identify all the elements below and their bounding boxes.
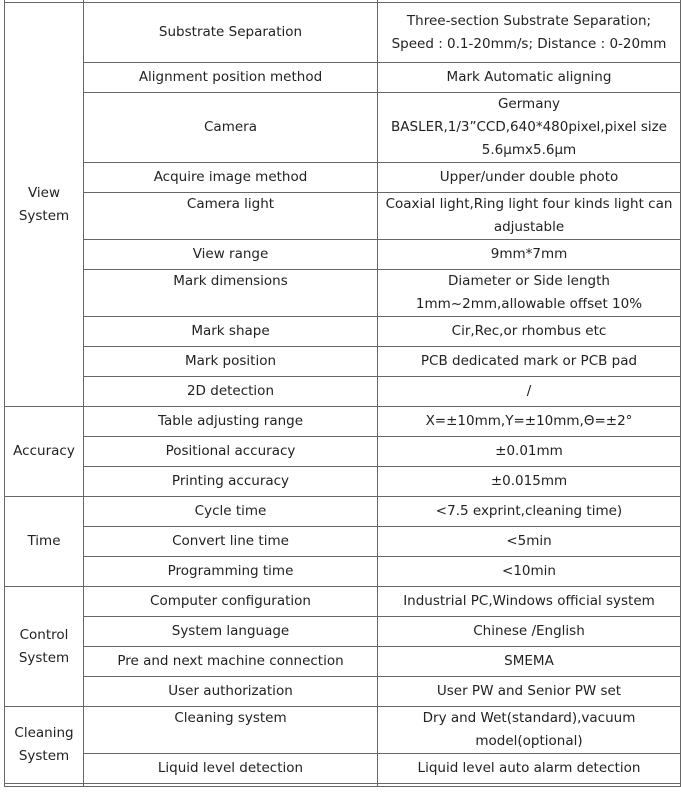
- spec-item-cell: [84, 193, 378, 240]
- table-row: [5, 317, 681, 347]
- category-label: System: [18, 748, 70, 764]
- spec-value-cell: [378, 270, 681, 317]
- spec-value-cell: [378, 677, 681, 707]
- spec-value-cell: [378, 587, 681, 617]
- spec-item-label: Camera: [204, 119, 257, 135]
- spec-value-line: Speed : 0.1-20mm/s; Distance : 0-20mm: [391, 35, 667, 52]
- table-row: [5, 497, 681, 527]
- spec-item-label: Mark dimensions: [173, 273, 288, 289]
- spec-value-line: PCB dedicated mark or PCB pad: [420, 353, 638, 369]
- category-label: Cleaning: [14, 725, 74, 741]
- spec-value-line: model(optional): [475, 733, 583, 749]
- spec-value-line: ±0.015mm: [490, 473, 568, 489]
- spec-item-label: Mark shape: [191, 323, 270, 339]
- table-row: [5, 707, 681, 754]
- spec-value-cell: [378, 163, 681, 193]
- spec-value-line: Liquid level auto alarm detection: [417, 760, 641, 776]
- spec-value-cell: [378, 240, 681, 270]
- category-label: Control: [19, 626, 69, 643]
- spec-item-cell: [84, 270, 378, 317]
- category-cell: [5, 707, 84, 784]
- spec-item-cell: [84, 3, 378, 63]
- category-label: System: [18, 207, 70, 224]
- table-row: [5, 647, 681, 677]
- table-row: [5, 437, 681, 467]
- category-label: Time: [27, 533, 61, 549]
- table-row: [5, 617, 681, 647]
- spec-value-line: BASLER,1/3”CCD,640*480pixel,pixel size: [391, 119, 667, 135]
- bottom-partial-cell: [5, 784, 84, 787]
- spec-value-line: Dry and Wet(standard),vacuum: [422, 710, 636, 726]
- spec-item-label: Substrate Separation: [158, 24, 303, 40]
- spec-value-line: User PW and Senior PW set: [436, 683, 622, 699]
- spec-item-cell: [84, 587, 378, 617]
- category-cell: [5, 407, 84, 497]
- table-row: [5, 270, 681, 317]
- spec-value-line: Mark Automatic aligning: [446, 69, 612, 85]
- spec-item-cell: [84, 467, 378, 497]
- spec-value-line: Three-section Substrate Separation;: [406, 12, 652, 29]
- table-row: [5, 377, 681, 407]
- spec-item-cell: [84, 377, 378, 407]
- spec-item-cell: [84, 93, 378, 163]
- category-label: System: [18, 649, 70, 666]
- spec-value-line: 9mm*7mm: [490, 246, 568, 262]
- spec-item-label: Pre and next machine connection: [117, 653, 344, 669]
- spec-item-cell: [84, 754, 378, 784]
- table-row: [5, 587, 681, 617]
- spec-item-label: Convert line time: [172, 533, 289, 549]
- spec-value-line: adjustable: [493, 219, 565, 235]
- spec-value-line: 5.6μmx5.6μm: [481, 142, 577, 158]
- spec-item-label: Cycle time: [194, 503, 267, 519]
- bottom-partial-cell: [378, 784, 681, 787]
- spec-value-line: Diameter or Side length: [448, 273, 610, 289]
- table-row: [5, 467, 681, 497]
- spec-value-line: Germany: [497, 96, 561, 112]
- spec-item-cell: [84, 557, 378, 587]
- spec-item-cell: [84, 437, 378, 467]
- spec-item-cell: [84, 63, 378, 93]
- spec-item-cell: [84, 647, 378, 677]
- table-row: [5, 163, 681, 193]
- spec-value-cell: [378, 647, 681, 677]
- table-row: [5, 754, 681, 784]
- spec-item-label: Alignment position method: [138, 69, 323, 85]
- spec-item-cell: [84, 617, 378, 647]
- spec-table: [4, 0, 681, 787]
- table-row: [5, 407, 681, 437]
- table-row: [5, 93, 681, 163]
- spec-value-line: SMEMA: [504, 653, 554, 669]
- spec-value-cell: [378, 63, 681, 93]
- spec-item-label: Table adjusting range: [157, 413, 304, 429]
- table-row: [5, 557, 681, 587]
- category-label: Accuracy: [13, 443, 75, 459]
- category-label: View: [27, 184, 61, 201]
- spec-item-cell: [84, 707, 378, 754]
- spec-item-label: Programming time: [167, 563, 294, 579]
- spec-item-label: 2D detection: [186, 383, 275, 399]
- spec-item-cell: [84, 347, 378, 377]
- spec-item-label: System language: [171, 623, 290, 639]
- spec-value-cell: [378, 617, 681, 647]
- spec-item-label: Mark position: [184, 353, 277, 369]
- spec-value-line: Industrial PC,Windows official system: [403, 593, 655, 609]
- table-row: [5, 240, 681, 270]
- spec-value-cell: [378, 93, 681, 163]
- spec-item-label: Positional accuracy: [165, 443, 296, 459]
- spec-value-cell: [378, 754, 681, 784]
- spec-value-line: <5min: [506, 533, 552, 549]
- spec-value-line: Coaxial light,Ring light four kinds light can: [385, 196, 673, 212]
- spec-value-line: <7.5 exprint,cleaning time): [435, 503, 623, 519]
- spec-value-line: Chinese /English: [473, 623, 585, 639]
- spec-value-cell: [378, 407, 681, 437]
- spec-item-cell: [84, 163, 378, 193]
- spec-item-label: Cleaning system: [174, 710, 287, 726]
- spec-item-cell: [84, 527, 378, 557]
- spec-value-cell: [378, 347, 681, 377]
- spec-value-cell: [378, 467, 681, 497]
- spec-item-label: Camera light: [186, 196, 275, 212]
- spec-item-cell: [84, 407, 378, 437]
- category-cell: [5, 3, 84, 407]
- spec-item-label: Acquire image method: [153, 169, 308, 185]
- spec-value-cell: [378, 707, 681, 754]
- spec-value-line: 1mm~2mm,allowable offset 10%: [415, 296, 643, 312]
- spec-item-label: User authorization: [168, 683, 293, 699]
- spec-item-label: Printing accuracy: [171, 473, 290, 489]
- spec-item-cell: [84, 497, 378, 527]
- table-row: [5, 193, 681, 240]
- spec-value-cell: [378, 3, 681, 63]
- spec-value-cell: [378, 437, 681, 467]
- spec-value-line: X=±10mm,Y=±10mm,Θ=±2°: [425, 413, 633, 429]
- spec-value-cell: [378, 193, 681, 240]
- bottom-partial-cell: [84, 784, 378, 787]
- spec-value-line: ±0.01mm: [495, 443, 563, 459]
- table-row: [5, 63, 681, 93]
- spec-value-line: <10min: [502, 563, 556, 579]
- spec-value-line: Cir,Rec,or rhombus etc: [451, 323, 607, 339]
- spec-item-label: Computer configuration: [150, 593, 311, 609]
- category-cell: [5, 497, 84, 587]
- table-row: [5, 677, 681, 707]
- spec-value-line: /: [526, 383, 532, 399]
- spec-item-cell: [84, 317, 378, 347]
- spec-item-cell: [84, 677, 378, 707]
- spec-item-label: View range: [192, 246, 269, 262]
- spec-value-cell: [378, 527, 681, 557]
- spec-item-cell: [84, 240, 378, 270]
- spec-value-line: Upper/under double photo: [439, 169, 619, 185]
- table-row: [5, 527, 681, 557]
- spec-table-body: [5, 0, 681, 787]
- spec-value-cell: [378, 497, 681, 527]
- spec-value-cell: [378, 317, 681, 347]
- spec-item-label: Liquid level detection: [157, 760, 304, 776]
- spec-value-cell: [378, 557, 681, 587]
- category-cell: [5, 587, 84, 707]
- spec-value-cell: [378, 377, 681, 407]
- bottom-partial-row: [5, 784, 681, 787]
- table-row: [5, 347, 681, 377]
- table-row: [5, 3, 681, 63]
